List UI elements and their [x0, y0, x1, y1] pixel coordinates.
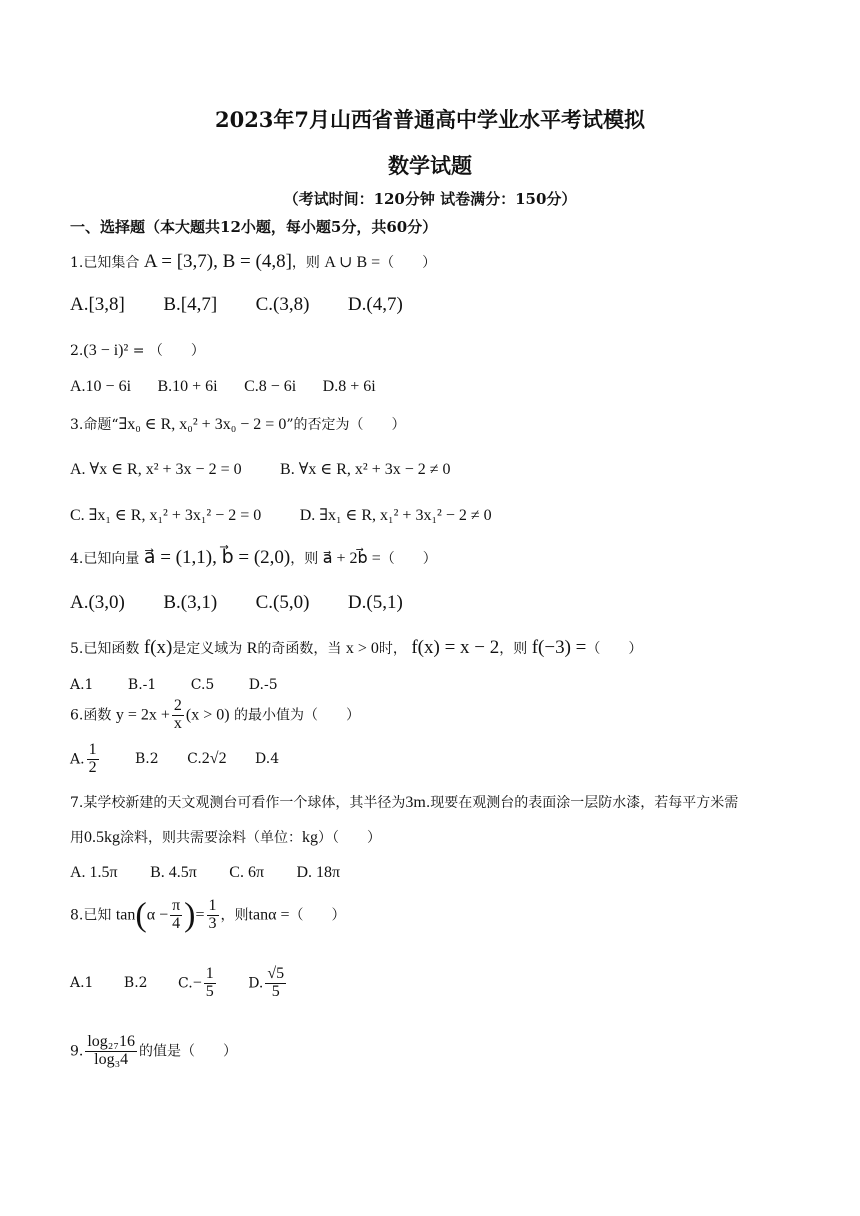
fraction: $\frac{√5}{5}$	[267, 965, 285, 1000]
question-1-options	[70, 294, 437, 316]
math-expression: a⃗ = (1,1), b⃗ = (2,0)	[143, 547, 291, 568]
question-7-options	[70, 864, 374, 882]
fraction: $\frac{1}{3}$	[208, 897, 217, 932]
option-a[interactable]: A.(3,0)	[70, 592, 125, 613]
option-c[interactable]: C.− $\frac{1}{5}$	[178, 965, 214, 1000]
question-6: 6.函数 y = 2x + $\frac{2}{x}$ (x > 0) 的最小值为（ ）	[70, 697, 360, 732]
left-paren-icon: (	[135, 896, 147, 934]
math-expression: tanα =	[248, 906, 290, 924]
question-8: 8.已知 tan(α − $\frac{\pi}{4}$ )= $\frac{1}{3}$ ，则tanα =（ ）	[70, 896, 346, 934]
math-expression: f(x) = x − 2	[411, 637, 500, 658]
math-expression: y = 2x +	[115, 706, 170, 724]
option-d[interactable]: D. $\frac{√5}{5}$	[248, 965, 285, 1000]
math-expression: a⃗ + 2b⃗ =	[322, 550, 381, 567]
question-5: 5.已知函数 f(x)是定义域为 R的奇函数，当 x > 0时， f(x) = x − 2，则 f(−3) =（ ）	[70, 637, 643, 658]
option-a[interactable]: A.[3,8]	[70, 294, 125, 315]
question-3: 3.命题“∃x₀ ∈ R, x₀² + 3x₀ − 2 = 0”的否定为（ ）	[70, 416, 406, 433]
question-3-options-cd	[70, 505, 526, 525]
option-d[interactable]: D.4	[255, 751, 280, 768]
section-heading: 一、选择题（本大题共12小题，每小题5分，共60分）	[70, 218, 438, 236]
option-d[interactable]: D.-5	[248, 677, 278, 693]
page-title: 2023年7月山西省普通高中学业水平考试模拟	[214, 107, 646, 132]
question-4-options	[70, 592, 437, 614]
option-c[interactable]: C. ∃x₁ ∈ R, x₁² + 3x₁² − 2 = 0	[70, 507, 262, 524]
option-a[interactable]: A. $\frac{1}{2}$	[70, 741, 97, 776]
math-expression: 3m	[405, 794, 426, 811]
option-d[interactable]: D.8 + 6i	[322, 378, 376, 395]
question-1: 1.已知集合 A = [3,7), B = (4,8]，则 A ∪ B =（ ）	[70, 251, 437, 272]
subject-title: 数学试题	[388, 153, 472, 178]
exam-info: （考试时间：120分钟 试卷满分：150分）	[283, 190, 577, 208]
math-expression: tan	[115, 906, 136, 924]
fraction: $\frac{1}{2}$	[88, 741, 97, 776]
math-expression: x > 0	[345, 640, 379, 657]
math-expression: A ∪ B =	[324, 254, 381, 271]
option-b[interactable]: B.10 + 6i	[157, 378, 218, 395]
option-c[interactable]: C. 6π	[229, 864, 265, 881]
option-a[interactable]: A.10 − 6i	[70, 378, 132, 395]
option-b[interactable]: B.[4,7]	[163, 294, 218, 315]
option-c[interactable]: C.5	[190, 677, 215, 693]
math-expression: A = [3,7), B = (4,8]	[143, 251, 292, 272]
right-paren-icon: )	[184, 896, 196, 934]
math-expression: f(−3) =	[531, 637, 587, 658]
option-d[interactable]: D.(5,1)	[347, 592, 403, 613]
option-a[interactable]: A. ∀x ∈ R, x² + 3x − 2 = 0	[70, 461, 242, 478]
question-9: 9. $\frac{\text{log₂₇16}}{\text{log₃4}}$ 的值是（ ）	[70, 1033, 237, 1068]
option-b[interactable]: B.2	[123, 975, 148, 992]
math-expression: 0.5kg	[84, 829, 120, 846]
option-b[interactable]: B.-1	[127, 677, 157, 693]
fraction: $\frac{\text{log₂₇16}}{\text{log₃4}}$	[87, 1033, 135, 1068]
option-a[interactable]: A.1	[70, 677, 94, 693]
question-8-options	[70, 966, 322, 1001]
option-d[interactable]: D. ∃x₁ ∈ R, x₁² + 3x₁² − 2 ≠ 0	[299, 507, 492, 524]
question-7-line-2: 用0.5kg涂料，则共需要涂料（单位：kg）（ ）	[70, 829, 381, 846]
question-7-line-1: 7.某学校新建的天文观测台可看作一个球体，其半径为3m.现要在观测台的表面涂一层防水漆，若每平方米需	[70, 794, 739, 811]
option-c[interactable]: C.2√2	[187, 750, 227, 768]
option-b[interactable]: B.2	[135, 751, 159, 768]
math-expression: (3 − i)²	[83, 342, 129, 359]
question-5-options	[70, 677, 312, 693]
math-expression: kg	[302, 829, 318, 846]
option-b[interactable]: B.(3,1)	[163, 592, 218, 613]
question-2: 2.(3 − i)² = （ ）	[70, 342, 205, 359]
math-expression: ∃x₀ ∈ R, x₀² + 3x₀ − 2 = 0	[118, 416, 287, 433]
option-a[interactable]: A. 1.5π	[70, 864, 118, 881]
question-4: 4.已知向量 a⃗ = (1,1), b⃗ = (2,0)，则 a⃗ + 2b⃗ =（ ）	[70, 547, 437, 568]
option-b[interactable]: B. 4.5π	[150, 864, 197, 881]
option-d[interactable]: D. 18π	[296, 864, 341, 881]
option-c[interactable]: C.8 − 6i	[244, 378, 297, 395]
option-c[interactable]: C.(3,8)	[255, 294, 310, 315]
math-expression: (x > 0)	[185, 706, 230, 724]
option-c[interactable]: C.(5,0)	[255, 592, 310, 613]
question-3-options-ab	[70, 459, 485, 479]
question-6-options	[70, 742, 313, 777]
fraction: $\frac{1}{5}$	[205, 965, 214, 1000]
option-d[interactable]: D.(4,7)	[347, 294, 403, 315]
math-expression: R	[246, 640, 258, 657]
option-a[interactable]: A.1	[70, 975, 94, 992]
fraction: $\frac{\pi}{4}$	[172, 897, 181, 932]
question-2-options	[70, 378, 410, 396]
option-b[interactable]: B. ∀x ∈ R, x² + 3x − 2 ≠ 0	[280, 461, 451, 478]
math-expression: f(x)	[143, 637, 173, 658]
fraction: $\frac{2}{x}$	[173, 697, 182, 732]
